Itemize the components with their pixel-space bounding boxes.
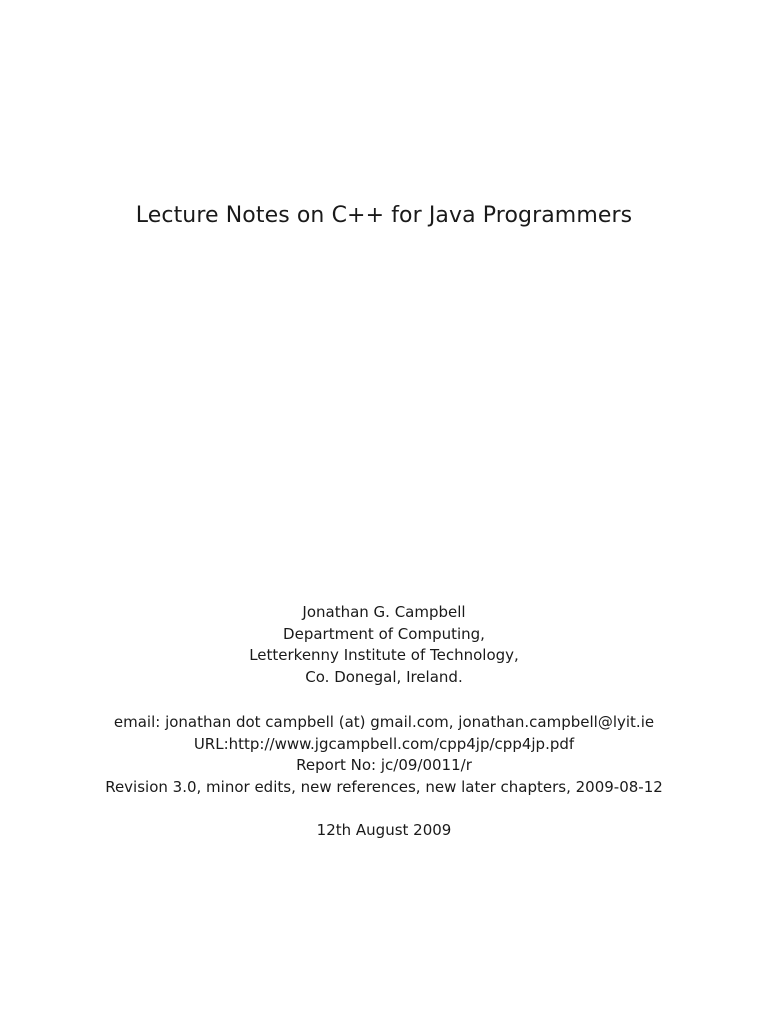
contact-block <box>0 712 768 798</box>
author-department: Department of Computing, <box>283 624 485 643</box>
revision-line: Revision 3.0, minor edits, new references, new later chapters, 2009-08-12 <box>105 777 663 796</box>
document-date-block <box>0 820 768 842</box>
report-number: Report No: jc/09/0011/r <box>296 756 472 775</box>
author-institution: Letterkenny Institute of Technology, <box>249 646 519 665</box>
document-title: Lecture Notes on C++ for Java Programmers <box>135 203 633 228</box>
author-block <box>0 602 768 688</box>
author-name: Jonathan G. Campbell <box>302 603 466 621</box>
document-date: 12th August 2009 <box>316 821 452 839</box>
email-line: email: jonathan dot campbell (at) gmail.com, jonathan.campbell@lyit.ie <box>113 713 655 731</box>
url-line: URL:http://www.jgcampbell.com/cpp4jp/cpp4jp.pdf <box>193 734 575 753</box>
author-location: Co. Donegal, Ireland. <box>305 667 463 686</box>
